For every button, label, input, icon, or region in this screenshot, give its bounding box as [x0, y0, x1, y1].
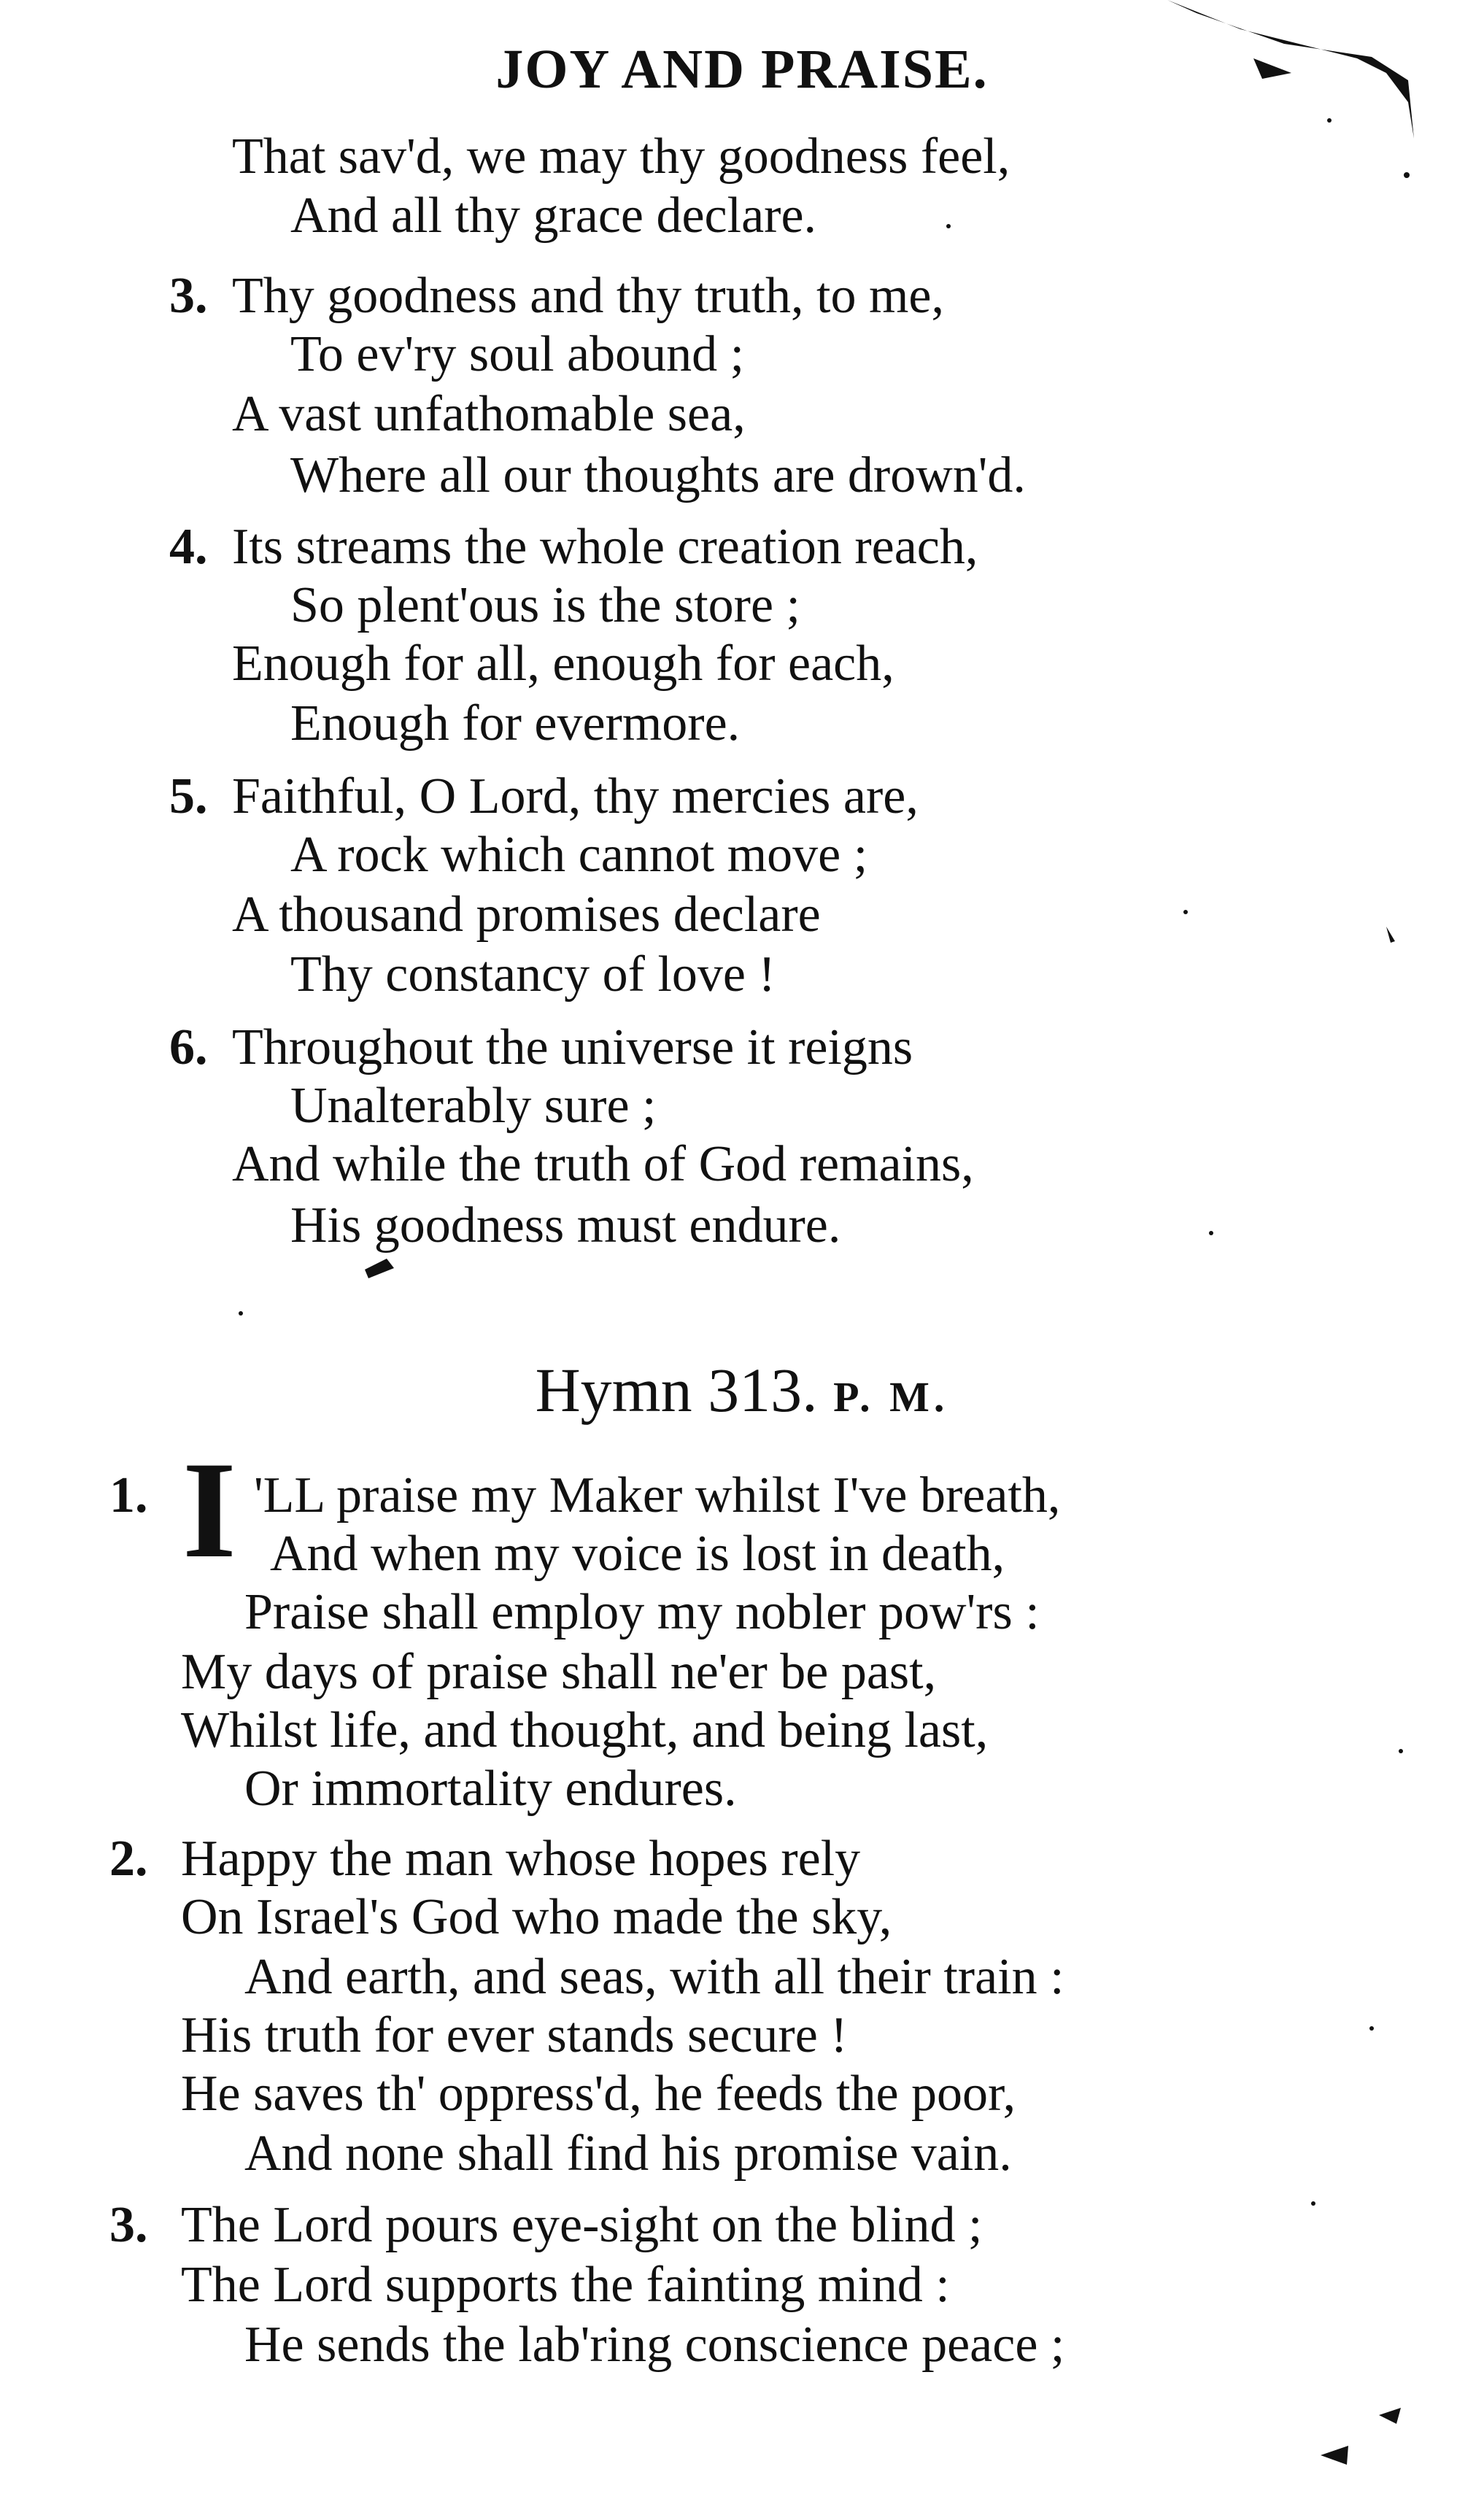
verse-line: A vast unfathomable sea, [232, 386, 746, 442]
corner-smudge [1253, 58, 1291, 79]
verse-line: Enough for evermore. [290, 695, 741, 752]
ink-speck [1183, 910, 1188, 914]
verse-line: Happy the man whose hopes rely [181, 1831, 861, 1887]
verse-line: Where all our thoughts are drown'd. [290, 447, 1026, 503]
verse-line: So plent'ous is the store ; [290, 577, 800, 633]
verse-line: Unalterably sure ; [290, 1078, 657, 1134]
verse-line: His goodness must endure. [290, 1197, 841, 1254]
verse-line: Or immortality endures. [244, 1761, 737, 1817]
verse-line: Enough for all, enough for each, [232, 636, 894, 692]
ink-speck [1311, 2201, 1315, 2206]
ink-blot [365, 1259, 394, 1278]
verse-line: A thousand promises declare [232, 887, 821, 943]
continuation-line: And all thy grace declare. [290, 188, 817, 244]
ink-blot [1321, 2446, 1348, 2465]
ink-speck [1369, 2026, 1374, 2031]
verse-line: Thy constancy of love ! [290, 946, 776, 1003]
page-corner-mark [1167, 0, 1414, 139]
verse-number: 4. [169, 519, 208, 575]
verse-line: He saves th' oppress'd, he feeds the poor, [181, 2066, 1016, 2122]
verse-number: 3. [169, 268, 208, 324]
verse-line: A rock which cannot move ; [290, 827, 868, 883]
continuation-line: That sav'd, we may thy goodness feel, [232, 128, 1010, 185]
verse-number: 1. [109, 1467, 148, 1523]
verse-line: Whilst life, and thought, and being last, [181, 1702, 989, 1758]
verse-number: 6. [169, 1019, 208, 1075]
verse-line: And while the truth of God remains, [232, 1136, 974, 1192]
verse-line: Throughout the universe it reigns [232, 1019, 913, 1075]
verse-line: Its streams the whole creation reach, [232, 519, 978, 575]
verse-line: The Lord supports the fainting mind : [181, 2257, 950, 2313]
verse-line: And none shall find his promise vain. [244, 2125, 1012, 2182]
verse-line: Thy goodness and thy truth, to me, [232, 268, 945, 324]
ink-speck [1404, 172, 1410, 178]
verse-line: On Israel's God who made the sky, [181, 1889, 892, 1945]
ink-speck [239, 1311, 243, 1316]
verse-number: 5. [169, 768, 208, 824]
verse-line: Faithful, O Lord, thy mercies are, [232, 768, 919, 824]
verse-line: The Lord pours eye-sight on the blind ; [181, 2197, 983, 2253]
running-title: JOY AND PRAISE. [495, 39, 989, 100]
verse-line: And earth, and seas, with all their train : [244, 1949, 1064, 2005]
verse-line: He sends the lab'ring conscience peace ; [244, 2317, 1065, 2373]
ink-speck [1386, 927, 1395, 943]
verse-line: And when my voice is lost in death, [270, 1526, 1005, 1582]
verse-line: My days of praise shall ne'er be past, [181, 1644, 937, 1700]
ink-speck [946, 224, 951, 228]
verse-number: 3. [109, 2197, 148, 2253]
verse-number: 2. [109, 1831, 148, 1887]
verse-line: Praise shall employ my nobler pow'rs : [244, 1584, 1040, 1640]
verse-line: To ev'ry soul abound ; [290, 326, 745, 382]
ink-speck [1327, 118, 1332, 123]
verse-line: His truth for ever stands secure ! [181, 2007, 848, 2063]
hymn-meter: P. M. [833, 1373, 949, 1421]
verse-line: 'LL praise my Maker whilst I've breath, [254, 1467, 1061, 1523]
hymn-number: Hymn 313. [535, 1355, 818, 1425]
drop-cap: I [182, 1434, 236, 1587]
ink-blot [1379, 2408, 1401, 2424]
ink-speck [1399, 1749, 1403, 1753]
ink-speck [1209, 1231, 1213, 1235]
